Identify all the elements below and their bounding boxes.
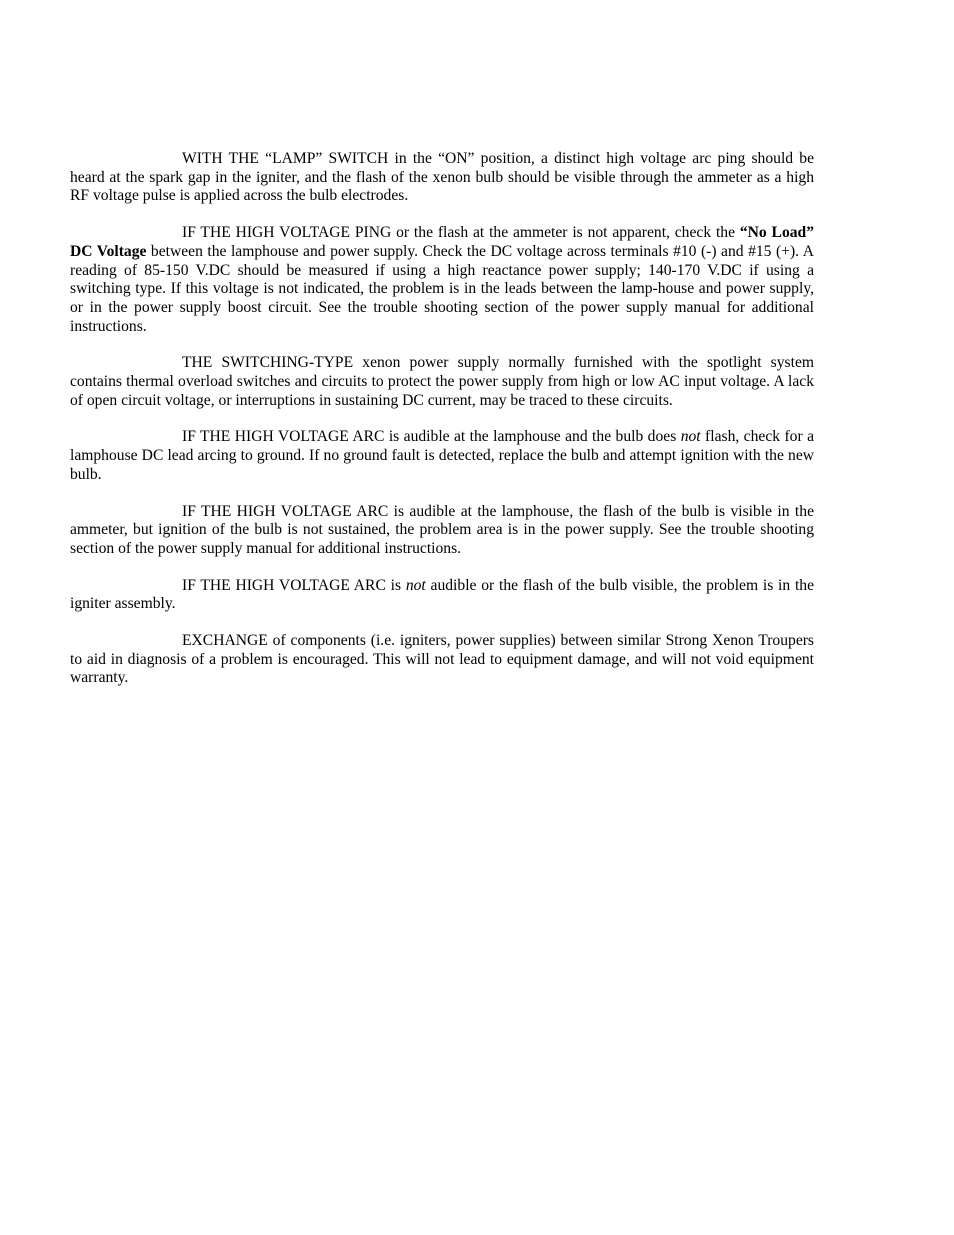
document-body (70, 150, 814, 706)
paragraph-no-load-voltage-rest: between the lamphouse and power supply. Check the DC voltage across terminals #10 (-) and #15 (+). A reading of 85-150 V.DC should be measured if using a high reactance power supply; 140-170 V.DC if using a switching type. If this voltage is not indicated, the problem is in the leads between the lamp-house and power supply, or in the power supply boost circuit. See the trouble shooting section of the power supply manual for additional instructions. (70, 242, 814, 335)
emphasis-not: not (680, 428, 701, 446)
no-load-dc-voltage-term: “No Load” DC Voltage (70, 224, 815, 260)
emphasis-not: not (405, 576, 426, 594)
paragraph-switching-type: THE SWITCHING-TYPE xenon power supply normally furnished with the spotlight system contains thermal overload switches and circuits to protect the power supply from high or low AC input voltage. A lack of open circuit voltage, or interruptions in sustaining DC current, may be traced to these circuits. (70, 354, 814, 409)
paragraph-bulb-no-flash (70, 428, 814, 484)
paragraph-lamp-switch: WITH THE “LAMP” SWITCH in the “ON” position, a distinct high voltage arc ping should be heard at the spark gap in the igniter, and the flash of the xenon bulb should be visible through the ammeter as a high RF voltage pulse is applied across the bulb electrodes. (70, 150, 814, 205)
paragraph-no-load-voltage-lead: IF THE HIGH VOLTAGE PING or the flash at the ammeter is not apparent, check the (182, 224, 740, 242)
paragraph-bulb-no-flash-rest: flash, check for a lamphouse DC lead arcing to ground. If no ground fault is detected, replace the bulb and attempt ignition with the new bulb. (70, 428, 814, 483)
paragraph-bulb-no-flash-lead: IF THE HIGH VOLTAGE ARC is audible at the lamphouse and the bulb does (182, 428, 681, 446)
paragraph-arc-not-audible (70, 577, 814, 614)
paragraph-ignition-not-sustained: IF THE HIGH VOLTAGE ARC is audible at the lamphouse, the flash of the bulb is visible in the ammeter, but ignition of the bulb is not sustained, the problem area is in the power supply. See the trouble shooting section of the power supply manual for additional instructions. (70, 502, 814, 557)
paragraph-arc-not-audible-lead: IF THE HIGH VOLTAGE ARC is (182, 576, 406, 594)
paragraph-exchange-components: EXCHANGE of components (i.e. igniters, power supplies) between similar Strong Xenon Troupers to aid in diagnosis of a problem is encouraged. This will not lead to equipment damage, and will not void equipment warranty. (70, 632, 814, 687)
paragraph-no-load-voltage (70, 224, 814, 336)
paragraph-arc-not-audible-rest: audible or the flash of the bulb visible, the problem is in the igniter assembly. (70, 576, 814, 613)
